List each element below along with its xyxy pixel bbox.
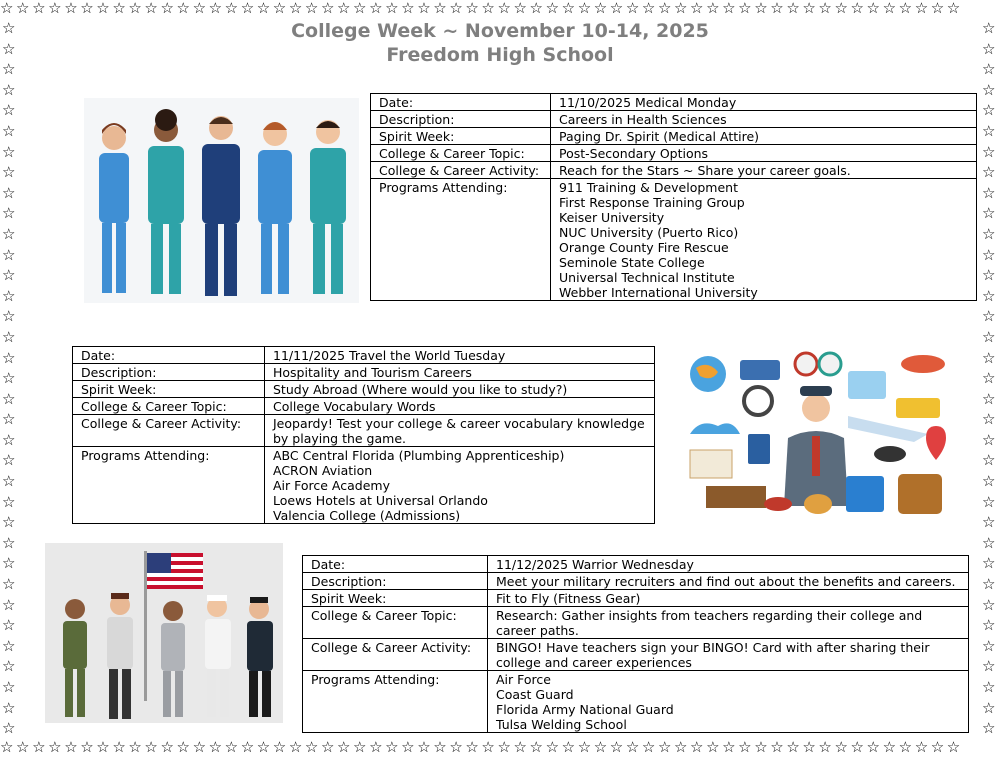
spirit-week-label: Spirit Week: [303, 590, 488, 607]
activity-label [371, 162, 551, 179]
topic-label: College & Career Topic: [73, 398, 265, 415]
spirit-week-value: Study Abroad (Where would you like to study?) [265, 381, 655, 398]
table-row [73, 364, 655, 381]
table-row [371, 179, 977, 301]
table-row [371, 128, 977, 145]
spirit-week-label: Spirit Week: [371, 128, 551, 145]
activity-value: Reach for the Stars ~ Share your career goals. [551, 162, 977, 179]
description-label: Description: [73, 364, 265, 381]
table-row [371, 94, 977, 111]
program-item: First Response Training Group [559, 195, 745, 210]
star-border-left: ☆☆☆☆☆☆☆☆☆☆☆☆☆☆☆☆☆☆☆☆☆☆☆☆☆☆☆☆☆☆☆☆☆☆☆ [2, 19, 16, 738]
spirit-week-label: Spirit Week: [73, 381, 265, 398]
table-row [371, 145, 977, 162]
activity-value: BINGO! Have teachers sign your BINGO! Card with after sharing their college and career experiences [488, 639, 969, 671]
spirit-week-value: Paging Dr. Spirit (Medical Attire) [551, 128, 977, 145]
date-label: Date: [73, 347, 265, 364]
program-item: Loews Hotels at Universal Orlando [273, 493, 488, 508]
star-border-right: ☆☆☆☆☆☆☆☆☆☆☆☆☆☆☆☆☆☆☆☆☆☆☆☆☆☆☆☆☆☆☆☆☆☆☆ [982, 19, 996, 738]
date-value: 11/12/2025 Warrior Wednesday [488, 556, 969, 573]
program-item: Florida Army National Guard [496, 702, 674, 717]
military-salute-illustration [45, 543, 283, 723]
description-label: Description: [303, 573, 488, 590]
activity-label-text: College & Career Activity: [379, 163, 540, 178]
program-item: NUC University (Puerto Rico) [559, 225, 739, 240]
program-item: Valencia College (Admissions) [273, 508, 461, 523]
medical-monday-table [370, 93, 977, 301]
date-value: 11/10/2025 Medical Monday [551, 94, 977, 111]
date-label: Date: [371, 94, 551, 111]
spirit-week-value: Fit to Fly (Fitness Gear) [488, 590, 969, 607]
activity-value: Jeopardy! Test your college & career vocabulary knowledge by playing the game. [265, 415, 655, 447]
page-title: College Week ~ November 10-14, 2025 [291, 20, 709, 42]
program-item: ACRON Aviation [273, 463, 373, 478]
programs-list [265, 447, 655, 524]
program-item: Webber International University [559, 285, 758, 300]
programs-list [551, 179, 977, 301]
description-value: Hospitality and Tourism Careers [265, 364, 655, 381]
topic-label: College & Career Topic: [303, 607, 488, 639]
program-item: 911 Training & Development [559, 180, 738, 195]
topic-value: Research: Gather insights from teachers regarding their college and career paths. [488, 607, 969, 639]
programs-label: Programs Attending: [371, 179, 551, 301]
table-row [303, 639, 969, 671]
program-item: Air Force [496, 672, 551, 687]
table-row [303, 607, 969, 639]
school-name: Freedom High School [386, 44, 614, 66]
program-item: Keiser University [559, 210, 665, 225]
warrior-wednesday-table [302, 555, 969, 733]
date-value: 11/11/2025 Travel the World Tuesday [265, 347, 655, 364]
topic-label: College & Career Topic: [371, 145, 551, 162]
table-row [303, 671, 969, 733]
table-row [303, 556, 969, 573]
description-value: Meet your military recruiters and find out about the benefits and careers. [488, 573, 969, 590]
activity-label: College & Career Activity: [303, 639, 488, 671]
description-value: Careers in Health Sciences [551, 111, 977, 128]
program-item: Coast Guard [496, 687, 574, 702]
programs-list [488, 671, 969, 733]
description-label: Description: [371, 111, 551, 128]
programs-label: Programs Attending: [303, 671, 488, 733]
table-row [73, 415, 655, 447]
table-row [303, 590, 969, 607]
programs-label: Programs Attending: [73, 447, 265, 524]
program-item: ABC Central Florida (Plumbing Apprenticeship) [273, 448, 565, 463]
program-item: Orange County Fire Rescue [559, 240, 729, 255]
activity-label: College & Career Activity: [73, 415, 265, 447]
travel-tuesday-table [72, 346, 655, 524]
star-border-bottom: ☆☆☆☆☆☆☆☆☆☆☆☆☆☆☆☆☆☆☆☆☆☆☆☆☆☆☆☆☆☆☆☆☆☆☆☆☆☆☆☆☆☆☆☆☆☆☆☆☆☆☆☆☆☆☆☆☆☆☆☆ [0, 740, 963, 756]
date-label: Date: [303, 556, 488, 573]
table-row [371, 111, 977, 128]
travel-collage-illustration [678, 346, 955, 522]
program-item: Air Force Academy [273, 478, 390, 493]
medical-staff-illustration [84, 98, 359, 303]
topic-value: College Vocabulary Words [265, 398, 655, 415]
table-row [73, 398, 655, 415]
table-row [73, 347, 655, 364]
table-row [371, 162, 977, 179]
program-item: Seminole State College [559, 255, 705, 270]
topic-value: Post-Secondary Options [551, 145, 977, 162]
program-item: Tulsa Welding School [496, 717, 627, 732]
star-border-top: ☆☆☆☆☆☆☆☆☆☆☆☆☆☆☆☆☆☆☆☆☆☆☆☆☆☆☆☆☆☆☆☆☆☆☆☆☆☆☆☆☆☆☆☆☆☆☆☆☆☆☆☆☆☆☆☆☆☆☆☆ [0, 1, 963, 17]
program-item: Universal Technical Institute [559, 270, 735, 285]
table-row [73, 447, 655, 524]
table-row [303, 573, 969, 590]
table-row [73, 381, 655, 398]
